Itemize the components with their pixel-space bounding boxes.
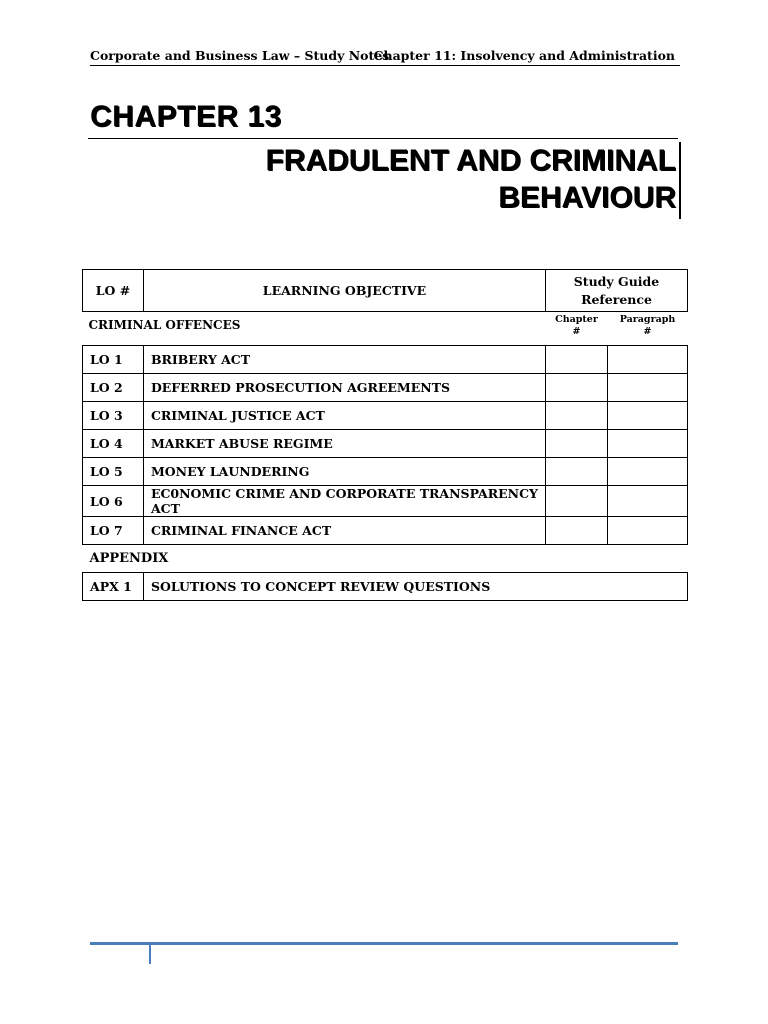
row-paragraph-cell bbox=[608, 486, 688, 517]
row-objective: MARKET ABUSE REGIME bbox=[143, 430, 545, 458]
row-objective: DEFERRED PROSECUTION AGREEMENTS bbox=[143, 374, 545, 402]
page-header bbox=[90, 47, 680, 66]
footer-rule bbox=[90, 942, 678, 945]
row-objective: EC0NOMIC CRIME AND CORPORATE TRANSPARENCY ACT bbox=[143, 486, 545, 517]
row-objective: CRIMINAL FINANCE ACT bbox=[143, 517, 545, 545]
row-objective: CRIMINAL JUSTICE ACT bbox=[143, 402, 545, 430]
table-row bbox=[83, 430, 688, 458]
row-lo: LO 4 bbox=[83, 430, 144, 458]
title-accent-bar bbox=[679, 142, 681, 219]
row-chapter-cell bbox=[546, 402, 608, 430]
section-label-appendix: APPENDIX bbox=[89, 551, 169, 566]
row-objective: SOLUTIONS TO CONCEPT REVIEW QUESTIONS bbox=[143, 573, 687, 601]
chapter-title-line-1: FRADULENT AND CRIMINAL bbox=[265, 144, 676, 177]
row-chapter-cell bbox=[546, 458, 608, 486]
header-chapter-number: Chapter # bbox=[555, 314, 598, 337]
row-paragraph-cell bbox=[608, 402, 688, 430]
row-paragraph-cell bbox=[608, 346, 688, 374]
header-lo: LO # bbox=[83, 270, 144, 312]
row-paragraph-cell bbox=[608, 374, 688, 402]
table-row bbox=[83, 374, 688, 402]
table-row bbox=[83, 458, 688, 486]
section-row bbox=[83, 312, 688, 346]
header-left-text: Corporate and Business Law – Study Notes bbox=[90, 48, 390, 63]
row-lo: LO 2 bbox=[83, 374, 144, 402]
row-lo: LO 3 bbox=[83, 402, 144, 430]
chapter-title bbox=[265, 142, 676, 216]
header-objective: LEARNING OBJECTIVE bbox=[143, 270, 545, 312]
row-chapter-cell bbox=[546, 346, 608, 374]
chapter-divider bbox=[88, 138, 678, 139]
table-row bbox=[83, 573, 688, 601]
row-lo: LO 5 bbox=[83, 458, 144, 486]
header-right-text: Chapter 11: Insolvency and Administration bbox=[373, 48, 675, 63]
row-chapter-cell bbox=[546, 430, 608, 458]
table-header-row bbox=[83, 270, 688, 312]
chapter-number: CHAPTER 13 bbox=[90, 100, 282, 133]
appendix-section-row bbox=[83, 545, 688, 573]
row-chapter-cell bbox=[546, 486, 608, 517]
header-paragraph-number: Paragraph # bbox=[619, 314, 676, 337]
table-row bbox=[83, 486, 688, 517]
learning-objectives-table bbox=[82, 269, 688, 601]
row-paragraph-cell bbox=[608, 458, 688, 486]
row-lo: APX 1 bbox=[83, 573, 144, 601]
row-lo: LO 1 bbox=[83, 346, 144, 374]
section-label-criminal-offences: CRIMINAL OFFENCES bbox=[88, 318, 241, 332]
table-row bbox=[83, 517, 688, 545]
row-objective: BRIBERY ACT bbox=[143, 346, 545, 374]
row-paragraph-cell bbox=[608, 430, 688, 458]
table-row bbox=[83, 346, 688, 374]
chapter-title-line-2: BEHAVIOUR bbox=[498, 181, 676, 214]
table-row bbox=[83, 402, 688, 430]
row-paragraph-cell bbox=[608, 517, 688, 545]
row-lo: LO 6 bbox=[83, 486, 144, 517]
row-chapter-cell bbox=[546, 374, 608, 402]
header-study-guide-reference: Study Guide Reference bbox=[546, 270, 688, 312]
row-chapter-cell bbox=[546, 517, 608, 545]
footer-tick bbox=[149, 945, 151, 964]
row-lo: LO 7 bbox=[83, 517, 144, 545]
row-objective: MONEY LAUNDERING bbox=[143, 458, 545, 486]
